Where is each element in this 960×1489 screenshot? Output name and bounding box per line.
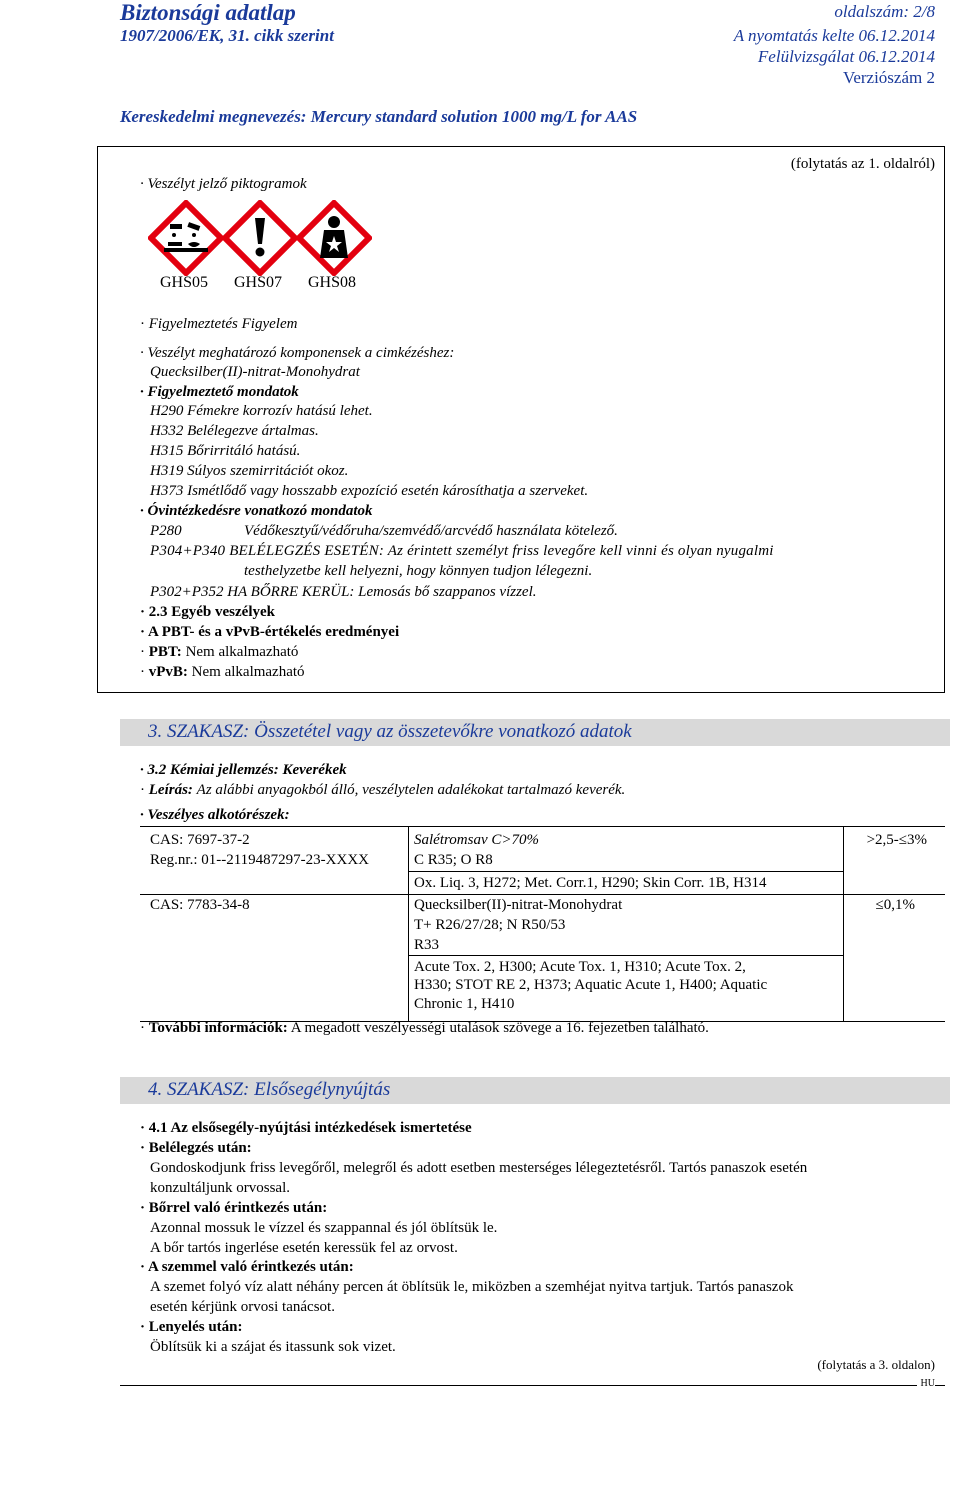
table-rule-col1 (408, 826, 409, 1022)
continued-from-note: (folytatás az 1. oldalról) (790, 156, 935, 172)
mixture-description: · Leírás: Az alábbi anyagokból álló, veszélytelen adalékokat tartalmazó keverék. (140, 782, 626, 798)
trade-name: Kereskedelmi megnevezés: Mercury standard solution 1000 mg/L for AAS (120, 107, 638, 126)
pbt-result: · PBT: Nem alkalmazható (140, 644, 299, 660)
skin-contact-label: · Bőrrel való érintkezés után: (140, 1200, 328, 1216)
further-information: · További információk: A megadott veszélyességi utalások szövege a 16. fejezetben található. (140, 1020, 709, 1036)
pictogram-ghs07 (222, 200, 298, 281)
inhalation-label: · Belélegzés után: (140, 1140, 252, 1156)
hazardous-components-label: · Veszélyes alkotórészek: (140, 807, 290, 823)
ingestion-label: · Lenyelés után: (140, 1319, 243, 1335)
skin-contact-text: A bőr tartós ingerlése esetén keressük fel az orvost. (150, 1240, 458, 1256)
table-rule-col2 (843, 826, 844, 1022)
pictogram-ghs05 (148, 200, 224, 281)
precaution-p280-code: P280 (150, 523, 182, 539)
table-rule-top (140, 826, 945, 827)
exclamation-mark-icon (222, 200, 298, 276)
continued-to-note: (folytatás a 3. oldalon) (817, 1357, 935, 1372)
signal-word: · Figyelmeztetés Figyelem (140, 316, 298, 332)
pbt-heading: · A PBT- és a vPvB-értékelés eredményei (140, 624, 400, 640)
section4-subtitle: · 4.1 Az elsősegély-nyújtási intézkedések ismertetése (140, 1120, 472, 1136)
section4-title-bar (120, 1077, 950, 1104)
component-old-class: C R35; O R8 (414, 852, 493, 868)
table-rule-row (140, 894, 945, 895)
component-id: CAS: 7783-34-8 (150, 897, 250, 913)
hazard-statement: H332 Belélegezve ártalmas. (150, 423, 319, 439)
vpvb-result: · vPvB: Nem alkalmazható (140, 664, 305, 680)
section3-title: 3. SZAKASZ: Összetétel vagy az összetevőkre vonatkozó adatok (148, 721, 632, 742)
review-date: Felülvizsgálat 06.12.2014 (757, 47, 935, 66)
component-concentration: ≤0,1% (875, 897, 915, 913)
precaution-p280-text: Védőkesztyű/védőruha/szemvédő/arcvédő használata kötelező. (244, 523, 618, 539)
version-number: Verziószám 2 (842, 68, 935, 87)
component-reg-nr: Reg.nr.: 01--2119487297-23-XXXX (150, 852, 370, 868)
component-clp-class: Chronic 1, H410 (414, 996, 515, 1012)
pictograms-label: · Veszélyt jelző piktogramok (140, 176, 307, 192)
component-old-class: R33 (414, 937, 440, 953)
hazard-statement: H315 Bőrirritáló hatású. (150, 443, 301, 459)
inhalation-text: konzultáljunk orvossal. (150, 1180, 290, 1196)
pictogram-code-ghs07: GHS07 (234, 274, 283, 291)
pictogram-code-ghs05: GHS05 (160, 274, 209, 291)
corrosion-icon (148, 200, 224, 276)
components-label: · Veszélyt meghatározó komponensek a cimkézéshez: (140, 345, 455, 361)
footer-rule (120, 1385, 945, 1386)
component-old-class: T+ R26/27/28; N R50/53 (414, 917, 566, 933)
component-name: Salétromsav C>70% (414, 832, 539, 848)
section3-subtitle: · 3.2 Kémiai jellemzés: Keverékek (140, 762, 347, 778)
component-clp-class: Ox. Liq. 3, H272; Met. Corr.1, H290; Skin Corr. 1B, H314 (414, 875, 767, 891)
hazard-statement: H319 Súlyos szemirritációt okoz. (150, 463, 349, 479)
section3-title-bar (120, 719, 950, 746)
hazard-statement: H373 Ismétlődő vagy hosszabb expozíció esetén károsíthatja a szerveket. (150, 483, 589, 499)
page-number: oldalszám: 2/8 (834, 2, 935, 21)
precautionary-statements-label: · Óvintézkedésre vonatkozó mondatok (140, 503, 373, 519)
eye-contact-text: A szemet folyó víz alatt néhány percen át öblítsük le, miközben a szemhéjat nyitva tartjuk. Tartós panaszok (150, 1279, 794, 1295)
document-title: Biztonsági adatlap (120, 0, 296, 25)
precaution-p304-line2: testhelyzetbe kell helyezni, hogy könnyen tudjon lélegezni. (244, 563, 593, 579)
eye-contact-label: · A szemmel való érintkezés után: (140, 1259, 354, 1275)
print-date: A nyomtatás kelte 06.12.2014 (733, 26, 935, 45)
regulation-reference: 1907/2006/EK, 31. cikk szerint (120, 26, 334, 45)
component-clp-class: H330; STOT RE 2, H373; Aquatic Acute 1, H400; Aquatic (414, 977, 768, 993)
ingestion-text: Öblítsük ki a szájat és itassunk sok vizet. (150, 1339, 396, 1355)
hazard-statements-label: · Figyelmeztető mondatok (140, 384, 299, 400)
hazard-statement: H290 Fémekre korrozív hatású lehet. (150, 403, 373, 419)
component-id: CAS: 7697-37-2 (150, 832, 250, 848)
pictogram-ghs08 (296, 200, 372, 281)
precaution-p302: P302+P352 HA BŐRRE KERÜL: Lemosás bő szappanos vízzel. (150, 584, 537, 600)
health-hazard-icon (296, 200, 372, 276)
inhalation-text: Gondoskodjunk friss levegőről, melegről és adott esetben mesterséges lélegeztetésről. Tartós panaszok esetén (150, 1160, 808, 1176)
other-hazards-heading: · 2.3 Egyéb veszélyek (140, 604, 275, 620)
skin-contact-text: Azonnal mossuk le vízzel és szappannal és jól öblítsük le. (150, 1220, 498, 1236)
component-name: Quecksilber(II)-nitrat-Monohydrat (414, 897, 623, 913)
table-rule-sub2 (408, 955, 843, 956)
pictogram-code-ghs08: GHS08 (308, 274, 357, 291)
language-code: HU (917, 1378, 935, 1389)
components-value: Quecksilber(II)-nitrat-Monohydrat (150, 364, 360, 380)
section4-title: 4. SZAKASZ: Elsősegélynyújtás (148, 1079, 391, 1100)
eye-contact-text: esetén kérjünk orvosi tanácsot. (150, 1299, 335, 1315)
table-rule-sub1 (408, 871, 843, 872)
component-clp-class: Acute Tox. 2, H300; Acute Tox. 1, H310; Acute Tox. 2, (414, 959, 746, 975)
precaution-p304-line1: P304+P340 BELÉLEGZÉS ESETÉN: Az érintett személyt friss levegőre kell vinni és olyan nyugalmi (150, 543, 774, 559)
component-concentration: >2,5-≤3% (866, 832, 927, 848)
